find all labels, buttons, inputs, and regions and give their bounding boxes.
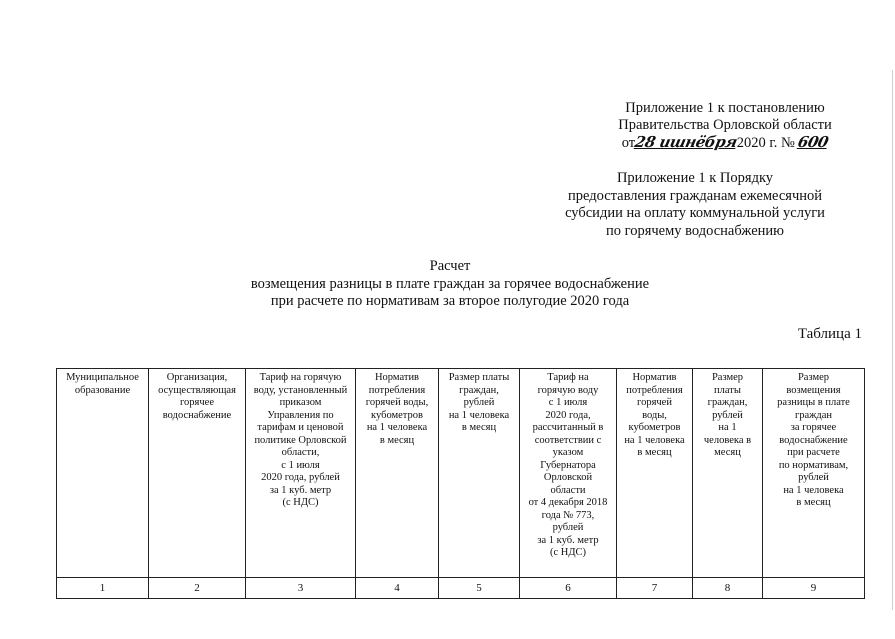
appendix-1-block [560,100,890,152]
table-header-row [57,369,865,578]
header-text: Тариф на горячую воду с 1 июля 2020 года, рассчитанный в соответствии с указом Губернатора Орловской области от 4 декабря 2018 года № 773, рублей за 1 куб. метр (с НДС) [528,372,608,558]
scan-edge-line [892,70,893,610]
column-number: 1 [57,578,149,599]
header-text: Норматив потребления горячей воды, кубометров на 1 человека в месяц [365,372,429,446]
calculation-table [56,368,865,599]
title-line-1: Расчет [429,258,471,274]
date-prefix: от [621,135,636,151]
appendix-1-line-2: Правительства Орловской области [618,117,832,133]
header-text: Размер возмещения разницы в плате граждан за горячее водоснабжение при расчете по нормативам, рублей на 1 человека в месяц [777,372,850,508]
table-label: Таблица 1 [797,326,862,342]
appendix-2-line-1: Приложение 1 к Порядку [616,170,774,186]
handwritten-date: 28 ишнёбря [633,133,739,151]
appendix-1-line-1: Приложение 1 к постановлению [625,100,825,116]
header-cell [149,369,246,578]
handwritten-decree-number: 600 [796,133,831,151]
column-number: 8 [693,578,763,599]
header-cell [439,369,520,578]
appendix-2-line-3: субсидии на оплату коммунальной услуги [565,205,825,221]
column-number: 7 [617,578,693,599]
header-cell [763,369,865,578]
header-cell [57,369,149,578]
column-number-row [57,578,865,599]
header-text: Организация, осуществляющая горячее водоснабжение [158,372,236,421]
column-number: 6 [520,578,617,599]
header-text: Размер платы граждан, рублей на 1 человека в месяц [448,372,510,433]
decree-date-line [622,134,829,152]
appendix-2-block [545,170,845,240]
title-line-2: возмещения разницы в плате граждан за горячее водоснабжение [250,275,650,292]
header-cell [693,369,763,578]
header-text: Размер платы граждан, рублей на 1 человека в месяц [703,372,752,458]
header-cell [246,369,356,578]
column-number: 9 [763,578,865,599]
header-text: Тариф на горячую воду, установленный приказом Управления по тарифам и ценовой политике Орловской области, с 1 июля 2020 года, рублей за 1 куб. метр (с НДС) [253,372,348,508]
appendix-2-line-4: по горячему водоснабжению [605,222,784,239]
calculation-title [240,258,660,311]
title-line-3: при расчете по нормативам за второе полугодие 2020 года [270,293,630,309]
decree-year: 2020 г. № [736,135,795,151]
column-number: 5 [439,578,520,599]
column-number: 4 [356,578,439,599]
header-text: Норматив потребления горячей воды, кубометров на 1 человека в месяц [624,372,685,458]
column-number: 3 [246,578,356,599]
header-cell [520,369,617,578]
appendix-2-line-2: предоставления гражданам ежемесячной [567,187,823,204]
header-cell [617,369,693,578]
header-text: Муниципальное образование [66,372,139,396]
header-cell [356,369,439,578]
column-number: 2 [149,578,246,599]
